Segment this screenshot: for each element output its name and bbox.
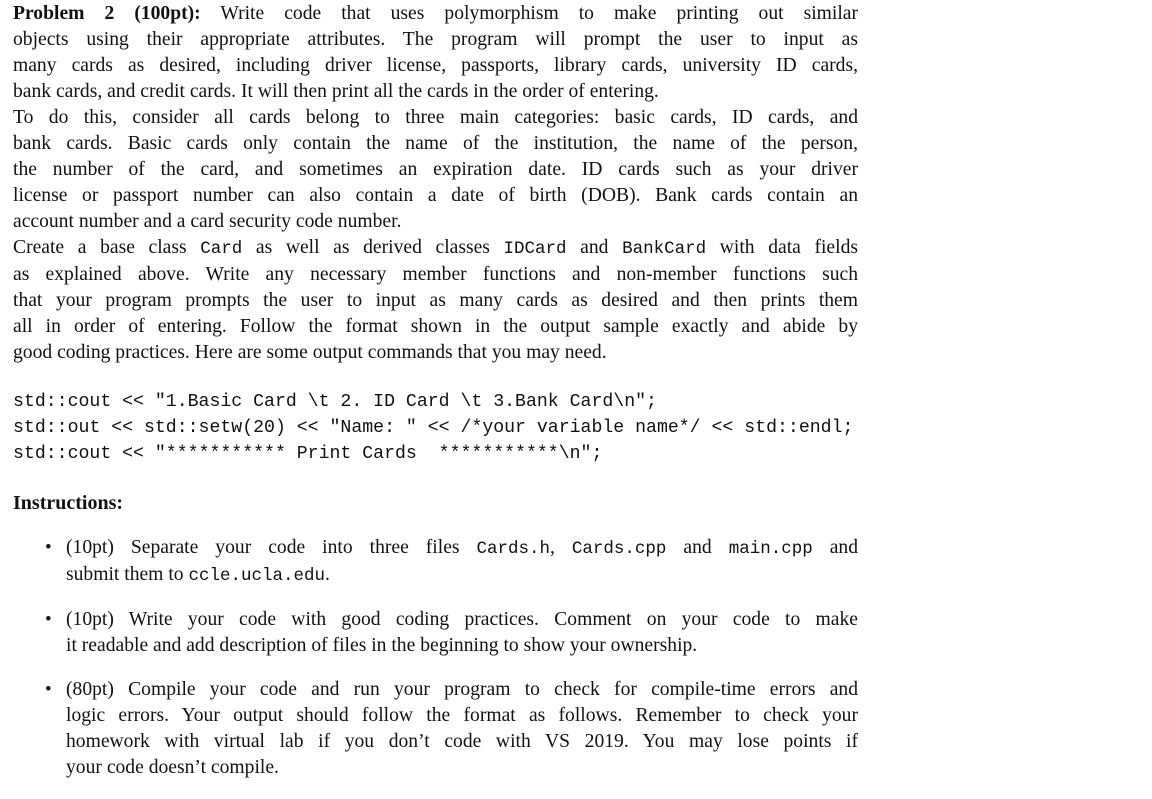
instructions-list <box>13 535 858 781</box>
code-line: std::cout << "*********** Print Cards ***********\n"; <box>13 444 603 464</box>
code-sample <box>13 389 858 467</box>
code-bankcard: BankCard <box>622 239 707 259</box>
problem-intro: Problem 2 (100pt): Write code that uses polymorphism to make printing out similar objects using their appropriate attributes. The program will prompt the user to input as many cards as desired, including driver license, passports, library cards, university ID cards, bank cards, and credit cards. It will then print all the cards in the order of entering. <box>13 3 858 102</box>
document-page <box>13 0 858 799</box>
instruction-item: • (10pt) Write your code with good coding practices. Comment on your code to make it readable and add description of files in the beginning to show your ownership. <box>45 609 858 656</box>
code-card: Card <box>200 239 243 259</box>
instruction-item: • (80pt) Compile your code and run your program to check for compile-time errors and logic errors. Your output should follow the format as follows. Remember to check your homework with virtual lab if you don’t code with VS 2019. You may lose points if your code doesn’t compile. <box>45 679 858 778</box>
file-name: Cards.h <box>476 539 551 559</box>
code-idcard: IDCard <box>503 239 567 259</box>
bullet-icon: • <box>45 609 52 630</box>
code-line: std::out << std::setw(20) << "Name: " << /*your variable name*/ << std::endl; <box>13 418 854 438</box>
problem-heading: Problem 2 (100pt): <box>13 3 201 24</box>
file-name: main.cpp <box>728 539 813 559</box>
bullet-icon: • <box>45 537 52 558</box>
submission-site: ccle.ucla.edu <box>188 566 325 586</box>
instruction-item: • (10pt) Separate your code into three files Cards.h, Cards.cpp and main.cpp and submit them to ccle.ucla.edu. <box>45 537 858 586</box>
file-name: Cards.cpp <box>571 539 667 559</box>
code-line: std::cout << "1.Basic Card \t 2. ID Card \t 3.Bank Card\n"; <box>13 392 657 412</box>
card-categories-paragraph: To do this, consider all cards belong to three main categories: basic cards, ID cards, and bank cards. Basic cards only contain the name of the institution, the name of the person, the number of the card, and sometimes an expiration date. ID cards such as your driver license or passport number can also contain a date of birth (DOB). Bank cards contain an account number and a card security code number. <box>13 107 858 232</box>
class-design-paragraph: Create a base class Card as well as derived classes IDCard and BankCard with data fields as explained above. Write any necessary member functions and non-member functions such that your program prompts the user to input as many cards as desired and then prints them all in order of entering. Follow the format shown in the output sample exactly and abide by good coding practices. Here are some output commands that you may need. <box>13 237 858 363</box>
instructions-heading: Instructions: <box>13 492 124 514</box>
bullet-icon: • <box>45 679 52 700</box>
